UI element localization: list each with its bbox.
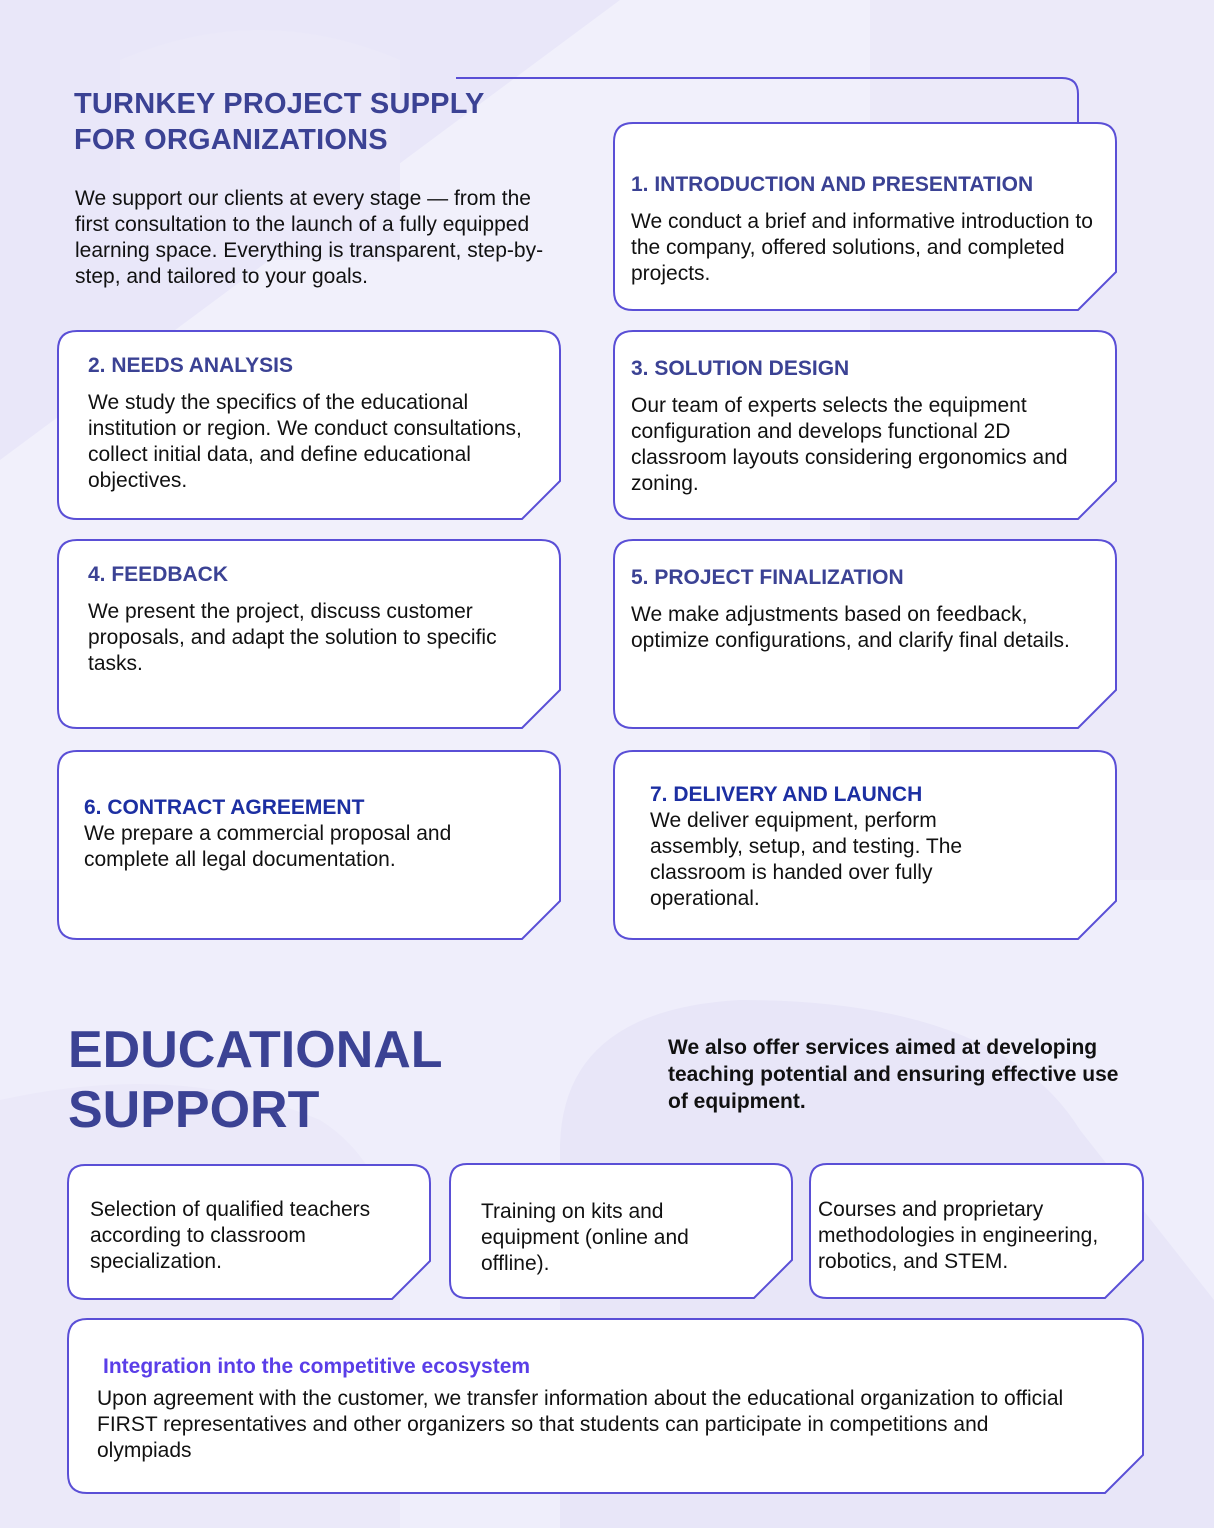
service-1-text: Selection of qualified teachers according to classroom specialization.	[90, 1198, 371, 1273]
step-card-6	[57, 750, 561, 940]
step-2-title: 2. NEEDS ANALYSIS	[88, 354, 294, 377]
service-card-2	[449, 1163, 793, 1299]
step-card-5	[613, 539, 1117, 729]
step-4-text: We present the project, discuss customer proposals, and adapt the solution to specific tasks.	[88, 600, 497, 675]
service-card-3	[809, 1163, 1144, 1299]
integration-text: Upon agreement with the customer, we transfer information about the educational organization to official FIRST representatives and other organizers so that students can participate in competitions and olympiads	[97, 1387, 1064, 1462]
education-title-line-2: SUPPORT	[68, 1081, 320, 1139]
step-1-title: 1. INTRODUCTION AND PRESENTATION	[631, 173, 1034, 196]
service-2-text: Training on kits and equipment (online and offline).	[481, 1200, 689, 1275]
step-3-text: Our team of experts selects the equipment configuration and develops functional 2D classroom layouts considering ergonomics and zoning.	[631, 394, 1068, 495]
page-title	[74, 86, 544, 158]
step-card-2	[57, 330, 561, 520]
step-6-title: 6. CONTRACT AGREEMENT	[84, 796, 365, 819]
step-3-title: 3. SOLUTION DESIGN	[631, 357, 850, 380]
step-7-text: We deliver equipment, perform assembly, setup, and testing. The classroom is handed over fully operational.	[650, 809, 963, 910]
integration-card	[67, 1318, 1144, 1494]
education-title	[68, 1020, 528, 1140]
step-5-title: 5. PROJECT FINALIZATION	[631, 566, 904, 589]
education-lead: We also offer services aimed at developing teaching potential and ensuring effective use of equipment.	[668, 1036, 1119, 1113]
page-title-line-2: FOR ORGANIZATIONS	[74, 124, 388, 156]
integration-title: Integration into the competitive ecosystem	[103, 1355, 531, 1378]
step-5-text: We make adjustments based on feedback, optimize configurations, and clarify final details.	[631, 603, 1070, 652]
service-card-1	[67, 1164, 431, 1300]
step-7-title: 7. DELIVERY AND LAUNCH	[650, 783, 923, 806]
step-card-3	[613, 330, 1117, 520]
intro-paragraph: We support our clients at every stage — from the first consultation to the launch of a fully equipped learning space. Everything is transparent, step-by-step, and tailored to your goals.	[75, 187, 544, 288]
page-title-line-1: TURNKEY PROJECT SUPPLY	[74, 88, 485, 120]
step-card-1	[613, 122, 1117, 311]
step-card-4	[57, 539, 561, 729]
step-1-text: We conduct a brief and informative introduction to the company, offered solutions, and completed projects.	[631, 210, 1093, 285]
step-6-text: We prepare a commercial proposal and complete all legal documentation.	[84, 822, 452, 871]
education-title-line-1: EDUCATIONAL	[68, 1021, 443, 1079]
step-card-7	[613, 750, 1117, 940]
service-3-text: Courses and proprietary methodologies in engineering, robotics, and STEM.	[818, 1198, 1099, 1273]
step-4-title: 4. FEEDBACK	[88, 563, 229, 586]
step-2-text: We study the specifics of the educational institution or region. We conduct consultations, collect initial data, and define educational objectives.	[88, 391, 522, 492]
